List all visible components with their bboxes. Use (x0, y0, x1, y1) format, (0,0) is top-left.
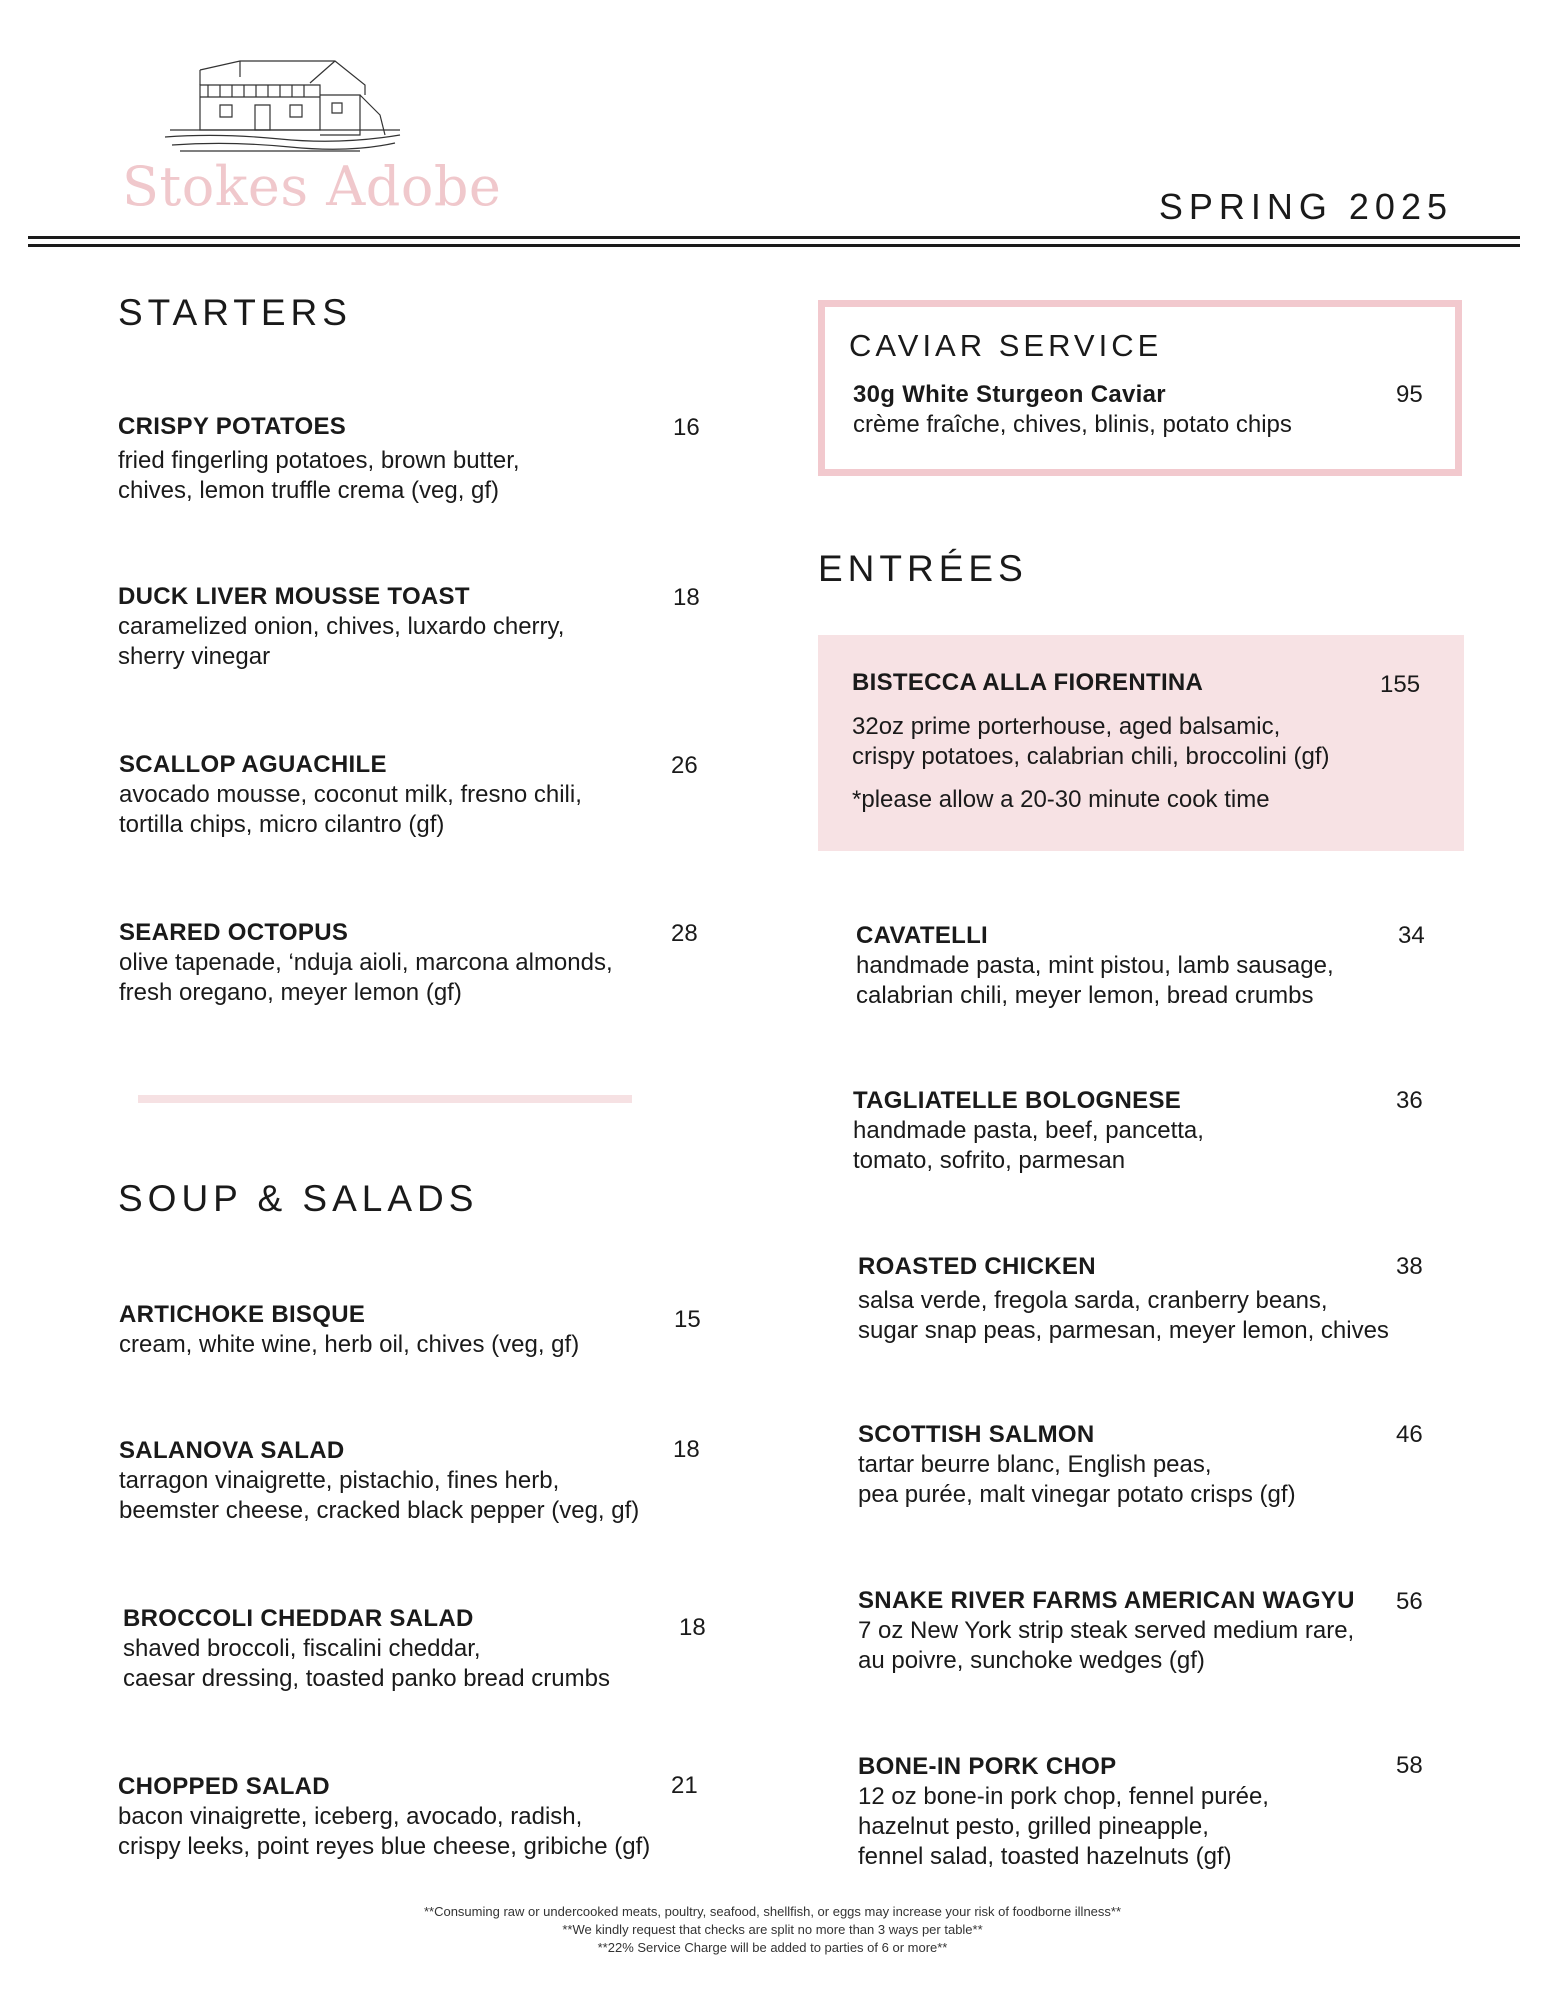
item-description: 7 oz New York strip steak served medium rare, au poivre, sunchoke wedges (gf) (858, 1617, 1355, 1674)
item-description: shaved broccoli, fiscalini cheddar, caesar dressing, toasted panko bread crumbs (123, 1635, 610, 1692)
menu-item (858, 1252, 1458, 1346)
caviar-title: CAVIAR SERVICE (849, 328, 1163, 363)
season-label: SPRING 2025 (1158, 186, 1453, 227)
menu-item (118, 1772, 698, 1862)
item-description: handmade pasta, mint pistou, lamb sausage, calabrian chili, meyer lemon, bread crumbs (856, 952, 1334, 1009)
header-rule-top (28, 236, 1520, 239)
item-price: 155 (1380, 671, 1421, 698)
item-description: salsa verde, fregola sarda, cranberry beans, sugar snap peas, parmesan, meyer lemon, chives (858, 1287, 1389, 1344)
item-name: SNAKE RIVER FARMS AMERICAN WAGYU (858, 1587, 1355, 1614)
cook-time-note: *please allow a 20-30 minute cook time (852, 786, 1270, 813)
item-description: fried fingerling potatoes, brown butter, chives, lemon truffle crema (veg, gf) (118, 447, 520, 504)
menu-item (858, 1752, 1438, 1872)
soup-salads-title: SOUP & SALADS (118, 1178, 479, 1219)
menu-item (118, 412, 698, 506)
item-name: SCALLOP AGUACHILE (119, 751, 387, 778)
item-price: 15 (674, 1306, 701, 1333)
item-price: 26 (671, 752, 698, 779)
item-description: olive tapenade, ‘nduja aioli, marcona almonds, fresh oregano, meyer lemon (gf) (119, 949, 613, 1006)
menu-item (123, 1604, 703, 1694)
item-price: 18 (673, 1436, 700, 1463)
caviar-item-name: 30g White Sturgeon Caviar (853, 381, 1166, 408)
item-description: tarragon vinaigrette, pistachio, fines herb, beemster cheese, cracked black pepper (veg, gf) (119, 1467, 640, 1524)
item-name: BROCCOLI CHEDDAR SALAD (123, 1605, 474, 1632)
item-price: 16 (673, 414, 700, 441)
item-description: avocado mousse, coconut milk, fresno chili, tortilla chips, micro cilantro (gf) (119, 781, 582, 838)
item-name: BONE-IN PORK CHOP (858, 1753, 1117, 1780)
item-price: 18 (679, 1614, 706, 1641)
item-description: cream, white wine, herb oil, chives (veg, gf) (119, 1331, 580, 1358)
footnote-split-checks: **We kindly request that checks are split no more than 3 ways per table** (562, 1922, 983, 1937)
item-price: 21 (671, 1772, 698, 1799)
item-price: 36 (1396, 1087, 1423, 1114)
item-name: TAGLIATELLE BOLOGNESE (853, 1087, 1182, 1114)
item-name: SEARED OCTOPUS (119, 919, 349, 946)
item-price: 38 (1396, 1253, 1423, 1280)
menu-item (119, 750, 699, 840)
menu-item (858, 1586, 1418, 1676)
item-name: ROASTED CHICKEN (858, 1253, 1096, 1280)
footnote-service-charge: **22% Service Charge will be added to parties of 6 or more** (597, 1940, 948, 1955)
item-name: SALANOVA SALAD (119, 1437, 345, 1464)
featured-entree (852, 668, 1432, 815)
item-name: ARTICHOKE BISQUE (119, 1301, 366, 1328)
menu-item (119, 1300, 699, 1360)
item-name: DUCK LIVER MOUSSE TOAST (118, 583, 470, 610)
item-name: BISTECCA ALLA FIORENTINA (852, 669, 1204, 696)
header-rule-bottom (28, 244, 1520, 247)
footnote-foodborne: **Consuming raw or undercooked meats, poultry, seafood, shellfish, or eggs may increase your risk of foodborne illness** (423, 1904, 1122, 1919)
menu-item (119, 918, 699, 1008)
starters-title: STARTERS (118, 292, 352, 333)
item-price: 58 (1396, 1752, 1423, 1779)
adobe-house-sketch-icon (160, 55, 410, 155)
item-description: caramelized onion, chives, luxardo cherry, sherry vinegar (118, 613, 565, 670)
item-description: bacon vinaigrette, iceberg, avocado, radish, crispy leeks, point reyes blue cheese, gribiche (gf) (118, 1803, 651, 1860)
caviar-price: 95 (1396, 381, 1423, 408)
item-name: SCOTTISH SALMON (858, 1421, 1095, 1448)
item-description: 32oz prime porterhouse, aged balsamic, crispy potatoes, calabrian chili, broccolini (gf) (852, 713, 1330, 770)
menu-item (856, 921, 1436, 1011)
item-description: 12 oz bone-in pork chop, fennel purée, hazelnut pesto, grilled pineapple, fennel salad, toasted hazelnuts (gf) (858, 1783, 1269, 1870)
item-name: CHOPPED SALAD (118, 1773, 330, 1800)
menu-item (119, 1436, 699, 1526)
item-price: 56 (1396, 1588, 1423, 1615)
section-divider (138, 1095, 632, 1103)
item-description: handmade pasta, beef, pancetta, tomato, sofrito, parmesan (853, 1117, 1204, 1174)
item-price: 28 (671, 920, 698, 947)
item-name: CRISPY POTATOES (118, 413, 347, 440)
item-name: CAVATELLI (856, 922, 989, 949)
menu-item (118, 582, 698, 672)
entrees-title: ENTRÉES (818, 548, 1028, 589)
item-description: tartar beurre blanc, English peas, pea purée, malt vinegar potato crisps (gf) (858, 1451, 1296, 1508)
item-price: 34 (1398, 922, 1425, 949)
caviar-description: crème fraîche, chives, blinis, potato chips (853, 411, 1292, 438)
menu-item (853, 1086, 1433, 1176)
item-price: 18 (673, 584, 700, 611)
restaurant-name: Stokes Adobe (122, 155, 502, 218)
menu-item (858, 1420, 1438, 1510)
item-price: 46 (1396, 1421, 1423, 1448)
